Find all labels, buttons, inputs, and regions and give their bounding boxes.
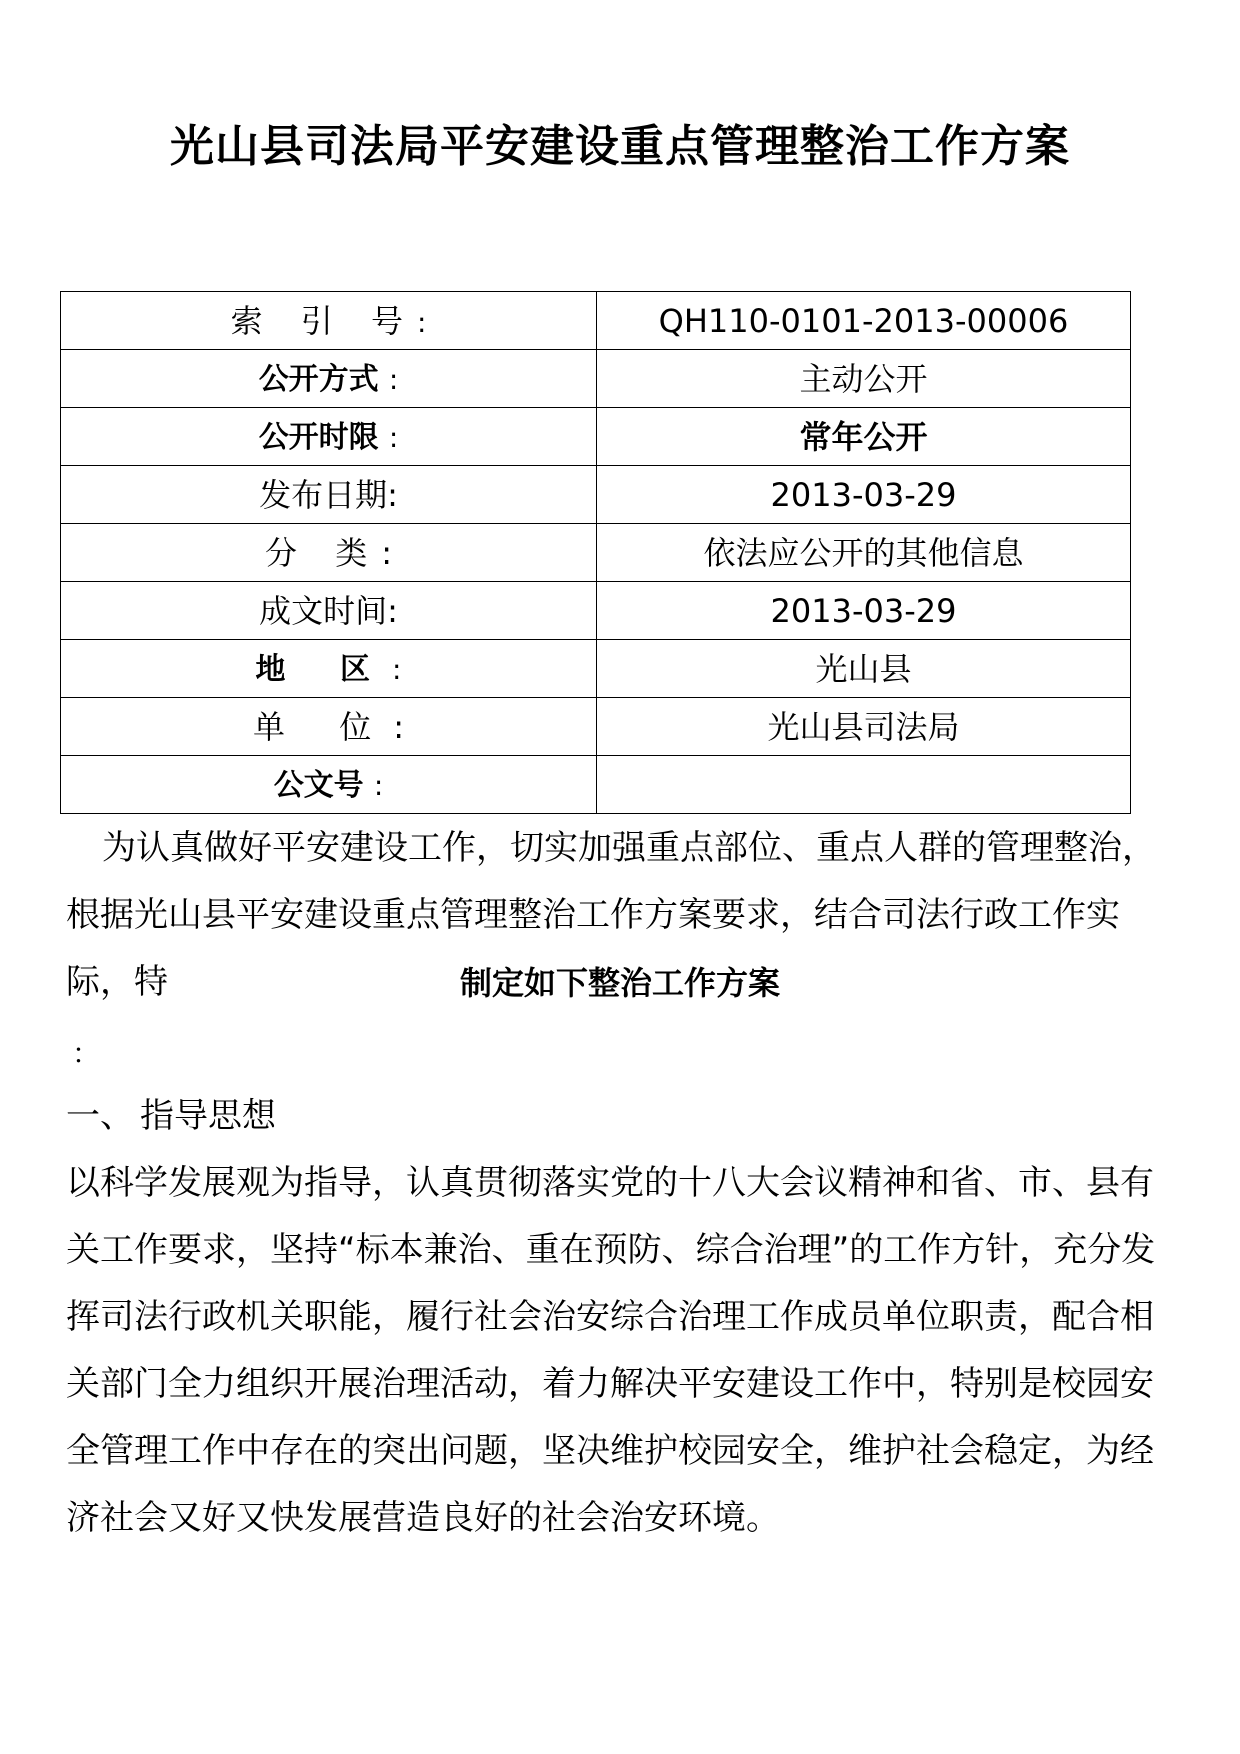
label-cell xyxy=(61,524,597,582)
unit-label: 单 位 xyxy=(253,707,394,746)
disclosure-method-value: 主动公开 xyxy=(597,350,1131,408)
written-date-value: 2013-03-29 xyxy=(597,582,1131,640)
publish-date-value: 2013-03-29 xyxy=(597,466,1131,524)
label-cell xyxy=(61,292,597,350)
table-row xyxy=(61,408,1131,466)
label-cell xyxy=(61,350,597,408)
label-colon: : xyxy=(387,475,398,514)
index-number-value: QH110-0101-2013-00006 xyxy=(597,292,1131,350)
unit-value: 光山县司法局 xyxy=(597,698,1131,756)
metadata-table xyxy=(60,291,1131,814)
table-row xyxy=(61,292,1131,350)
index-number-label: 索 引 号 xyxy=(230,301,417,340)
region-value: 光山县 xyxy=(597,640,1131,698)
label-cell xyxy=(61,466,597,524)
table-row xyxy=(61,350,1131,408)
label-colon: : xyxy=(392,653,402,686)
written-date-label: 成文时间 xyxy=(259,591,388,630)
label-colon: : xyxy=(373,769,384,802)
table-row xyxy=(61,466,1131,524)
label-colon: : xyxy=(393,707,404,746)
page-title: 光山县司法局平安建设重点管理整治工作方案 xyxy=(170,121,1070,172)
category-value: 依法应公开的其他信息 xyxy=(597,524,1131,582)
document-number-label: 公文号 xyxy=(273,768,364,803)
label-cell xyxy=(61,582,597,640)
label-colon: : xyxy=(388,363,399,396)
label-colon: : xyxy=(381,533,392,572)
label-colon: : xyxy=(416,305,427,339)
category-label: 分 类 xyxy=(265,533,382,572)
disclosure-period-value: 常年公开 xyxy=(597,408,1131,466)
section-heading xyxy=(66,1083,1176,1150)
table-row xyxy=(61,524,1131,582)
label-cell xyxy=(61,640,597,698)
label-cell xyxy=(61,698,597,756)
intro-paragraph: 为认真做好平安建设工作，切实加强重点部位、重点人群的管理整治，根据光山县平安建设重点管理整治工作方案要求，结合司法行政工作实际，特 xyxy=(66,828,1156,1002)
label-colon: : xyxy=(388,421,399,454)
intro-colon: ： xyxy=(72,1037,101,1070)
section-number: 一、 xyxy=(66,1096,134,1136)
region-label: 地 区 xyxy=(255,652,392,687)
table-row xyxy=(61,698,1131,756)
disclosure-period-label: 公开时限 xyxy=(258,420,379,455)
section-body-paragraph: 以科学发展观为指导，认真贯彻落实党的十八大会议精神和省、市、县有关工作要求，坚持“标本兼治、重在预防、综合治理”的工作方针，充分发挥司法行政机关职能，履行社会治安综合治理工作成员单位职责，配合相关部门全力组织开展治理活动，着力解决平安建设工作中，特别是校园安全管理工作中存在的突出问题，坚决维护校园安全，维护社会稳定，为经济社会又好又快发展营造良好的社会治安环境。 xyxy=(66,1163,1156,1538)
section-heading-text: 指导思想 xyxy=(140,1096,276,1136)
intro-paragraph-tail: 制定如下整治工作方案 xyxy=(459,964,780,1002)
document-number-value xyxy=(597,756,1131,814)
disclosure-method-label: 公开方式 xyxy=(258,362,379,397)
table-row xyxy=(61,756,1131,814)
label-colon: : xyxy=(387,591,398,630)
table-row xyxy=(61,640,1131,698)
table-row xyxy=(61,582,1131,640)
publish-date-label: 发布日期 xyxy=(259,475,388,514)
label-cell xyxy=(61,756,597,814)
label-cell xyxy=(61,408,597,466)
